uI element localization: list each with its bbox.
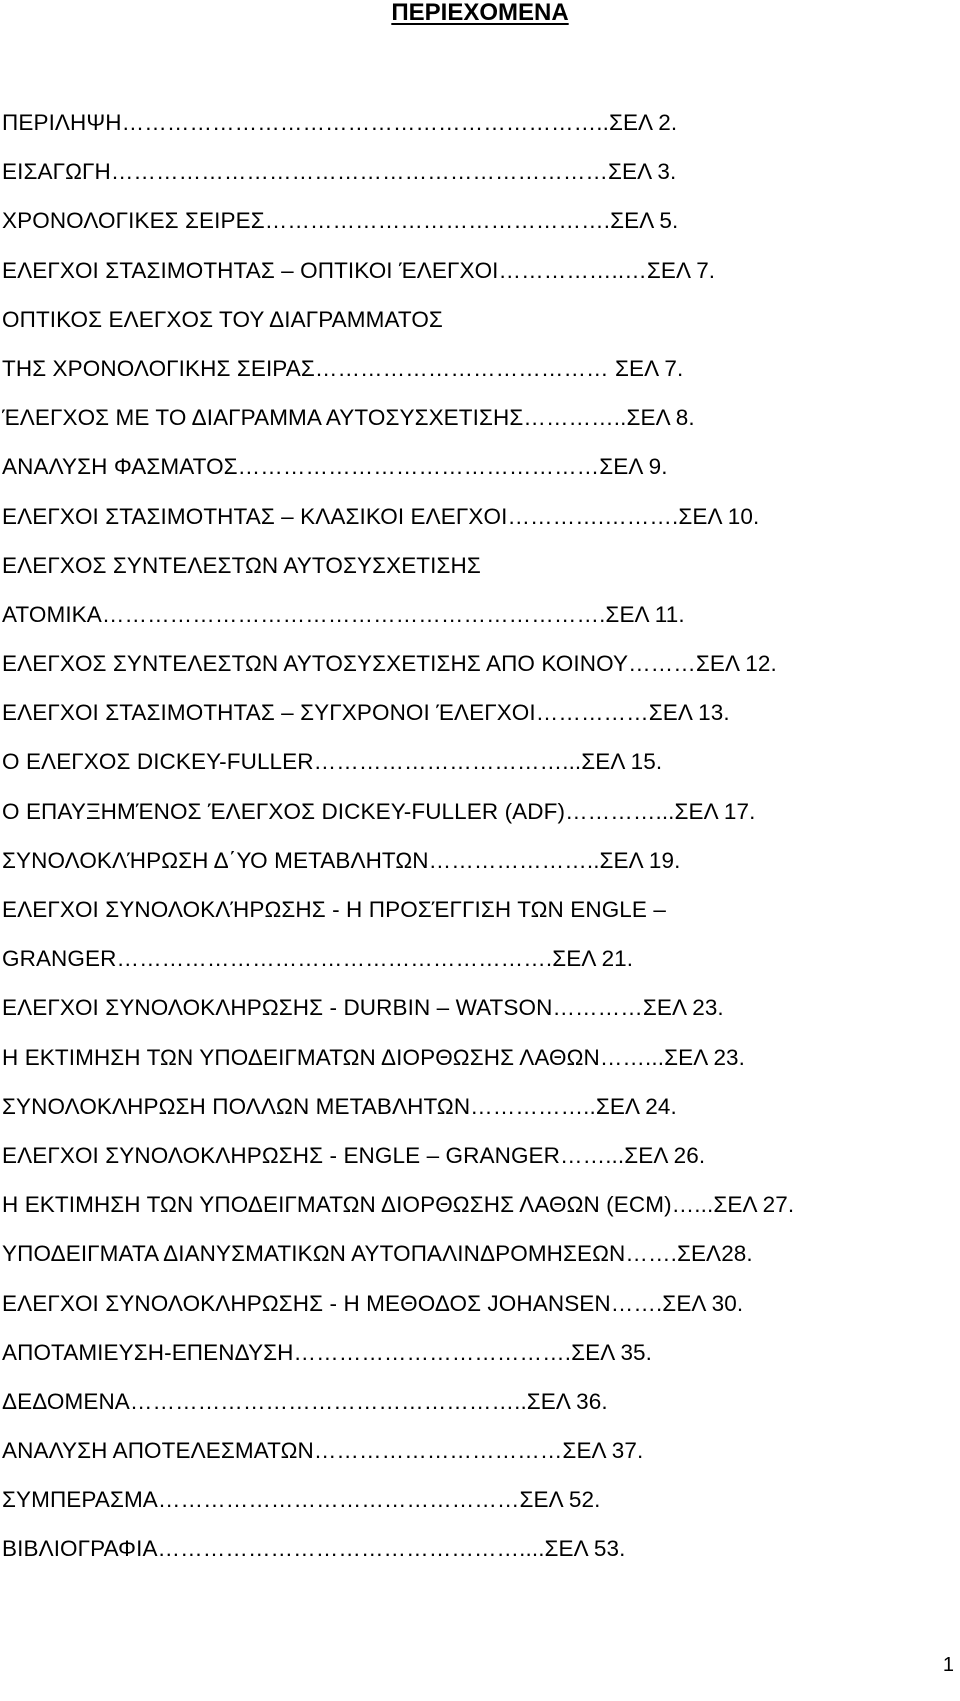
toc-entry: ΕΛΕΓΧΟΙ ΣΤΑΣΙΜΟΤΗΤΑΣ – ΣΥΓΧΡΟΝΟΙ ΈΛΕΓΧΟΙ……………ΣΕΛ 13. [2,700,730,726]
toc-entry: ΒΙΒΛΙΟΓΡΑΦΙΑ…………………………………………....ΣΕΛ 53. [2,1536,626,1562]
page-number: 1 [942,1654,954,1676]
toc-entry: ΠΕΡΙΛΗΨΗ………………………………………………………..ΣΕΛ 2. [2,110,678,135]
toc-entry: ΕΛΕΓΧΟΙ ΣΥΝΟΛΟΚΛΗΡΩΣΗΣ - DURBIN – WATSON…………ΣΕΛ 23. [2,995,724,1021]
toc-entry: ΕΛΕΓΧΟΙ ΣΥΝΟΛΟΚΛΗΡΩΣΗΣ - Η ΜΕΘΟΔΟΣ JOHANSEN…….ΣΕΛ 30. [2,1290,744,1316]
toc-entry: ΑΝΑΛΥΣΗ ΑΠΟΤΕΛΕΣΜΑΤΩΝ……………………………ΣΕΛ 37. [2,1438,644,1464]
toc-entry: ΥΠΟΔΕΙΓΜΑΤΑ ΔΙΑΝΥΣΜΑΤΙΚΩΝ ΑΥΤΟΠΑΛΙΝΔΡΟΜΗΣΕΩΝ…….ΣΕΛ28. [2,1241,753,1267]
toc-entry: ΧΡΟΝΟΛΟΓΙΚΕΣ ΣΕΙΡΕΣ……………………………………….ΣΕΛ 5. [2,208,679,234]
toc-entry: ΕΙΣΑΓΩΓΗ…………………………………………………………ΣΕΛ 3. [2,159,677,185]
toc-entry: ΣΥΜΠΕΡΑΣΜΑ…………………………………………ΣΕΛ 52. [2,1487,601,1513]
toc-entry: ΤΗΣ ΧΡΟΝΟΛΟΓΙΚΗΣ ΣΕΙΡΑΣ………………………………… ΣΕΛ 7. [2,355,684,381]
toc-entry: ΣΥΝΟΛΟΚΛΉΡΩΣΗ Δ΄ΥΟ ΜΕΤΑΒΛΗΤΩΝ…………………..ΣΕΛ 19. [2,847,681,873]
toc-entry: ΑΠΟΤΑΜΙΕΥΣΗ-ΕΠΕΝΔΥΣΗ……………………………….ΣΕΛ 35. [2,1339,653,1365]
toc-entry: ΕΛΕΓΧΟΙ ΣΥΝΟΛΟΚΛΉΡΩΣΗΣ - Η ΠΡΟΣΈΓΓΙΣΗ ΤΩΝ ENGLE – [2,897,666,922]
toc-entry: ΕΛΕΓΧΟΣ ΣΥΝΤΕΛΕΣΤΩΝ ΑΥΤΟΣΥΣΧΕΤΙΣΗΣ ΑΠΟ ΚΟΙΝΟΥ………ΣΕΛ 12. [2,651,777,677]
toc-entry: ΕΛΕΓΧΟΙ ΣΤΑΣΙΜΟΤΗΤΑΣ – ΟΠΤΙΚΟΙ ΈΛΕΓΧΟΙ……………..…ΣΕΛ 7. [2,257,716,283]
toc-entry: ΕΛΕΓΧΟΙ ΣΤΑΣΙΜΟΤΗΤΑΣ – ΚΛΑΣΙΚΟΙ ΕΛΕΓΧΟΙ………….……….ΣΕΛ 10. [2,503,760,529]
toc-entry: ΟΠΤΙΚΟΣ ΕΛΕΓΧΟΣ ΤΟΥ ΔΙΑΓΡΑΜΜΑΤΟΣ [2,306,443,332]
toc-entry: GRANGER………………………………………………….ΣΕΛ 21. [2,946,634,972]
page-title: ΠΕΡΙΕΧΟΜΕΝΑ [391,0,569,26]
toc-entry: Ο ΕΠΑΥΞΗΜΈΝΟΣ ΈΛΕΓΧΟΣ DICKEY-FULLER (ADF)…………...ΣΕΛ 17. [2,798,756,824]
toc-entry: Η ΕΚΤΙΜΗΣΗ ΤΩΝ ΥΠΟΔΕΙΓΜΑΤΩΝ ΔΙΟΡΘΩΣΗΣ ΛΑΘΩΝ……...ΣΕΛ 23. [2,1044,746,1070]
toc-entry: ΣΥΝΟΛΟΚΛΗΡΩΣΗ ΠΟΛΛΩΝ ΜΕΤΑΒΛΗΤΩΝ……………..ΣΕΛ 24. [2,1093,677,1119]
toc-entry: ΑΝΑΛΥΣΗ ΦΑΣΜΑΤΟΣ…………………………………………ΣΕΛ 9. [2,454,668,480]
toc-entry: ΔΕΔΟΜΕΝΑ……………………………………………..ΣΕΛ 36. [2,1388,608,1414]
toc-entry: ΕΛΕΓΧΟΣ ΣΥΝΤΕΛΕΣΤΩΝ ΑΥΤΟΣΥΣΧΕΤΙΣΗΣ [2,552,481,578]
toc-entry: ΑΤΟΜΙΚΑ………………………………………………………….ΣΕΛ 11. [2,601,685,627]
toc-entry: ΈΛΕΓΧΟΣ ΜΕ ΤΟ ΔΙΑΓΡΑΜΜΑ ΑΥΤΟΣΥΣΧΕΤΙΣΗΣ…………..ΣΕΛ 8. [2,405,695,431]
toc-entry: ΕΛΕΓΧΟΙ ΣΥΝΟΛΟΚΛΗΡΩΣΗΣ - ENGLE – GRANGER……...ΣΕΛ 26. [2,1142,706,1168]
toc-entry: Η ΕΚΤΙΜΗΣΗ ΤΩΝ ΥΠΟΔΕΙΓΜΑΤΩΝ ΔΙΟΡΘΩΣΗΣ ΛΑΘΩΝ (ECM)…...ΣΕΛ 27. [2,1192,795,1218]
toc-entry: Ο ΕΛΕΓΧΟΣ DICKEY-FULLER……………………………...ΣΕΛ 15. [2,749,663,775]
table-of-contents [2,98,942,1574]
